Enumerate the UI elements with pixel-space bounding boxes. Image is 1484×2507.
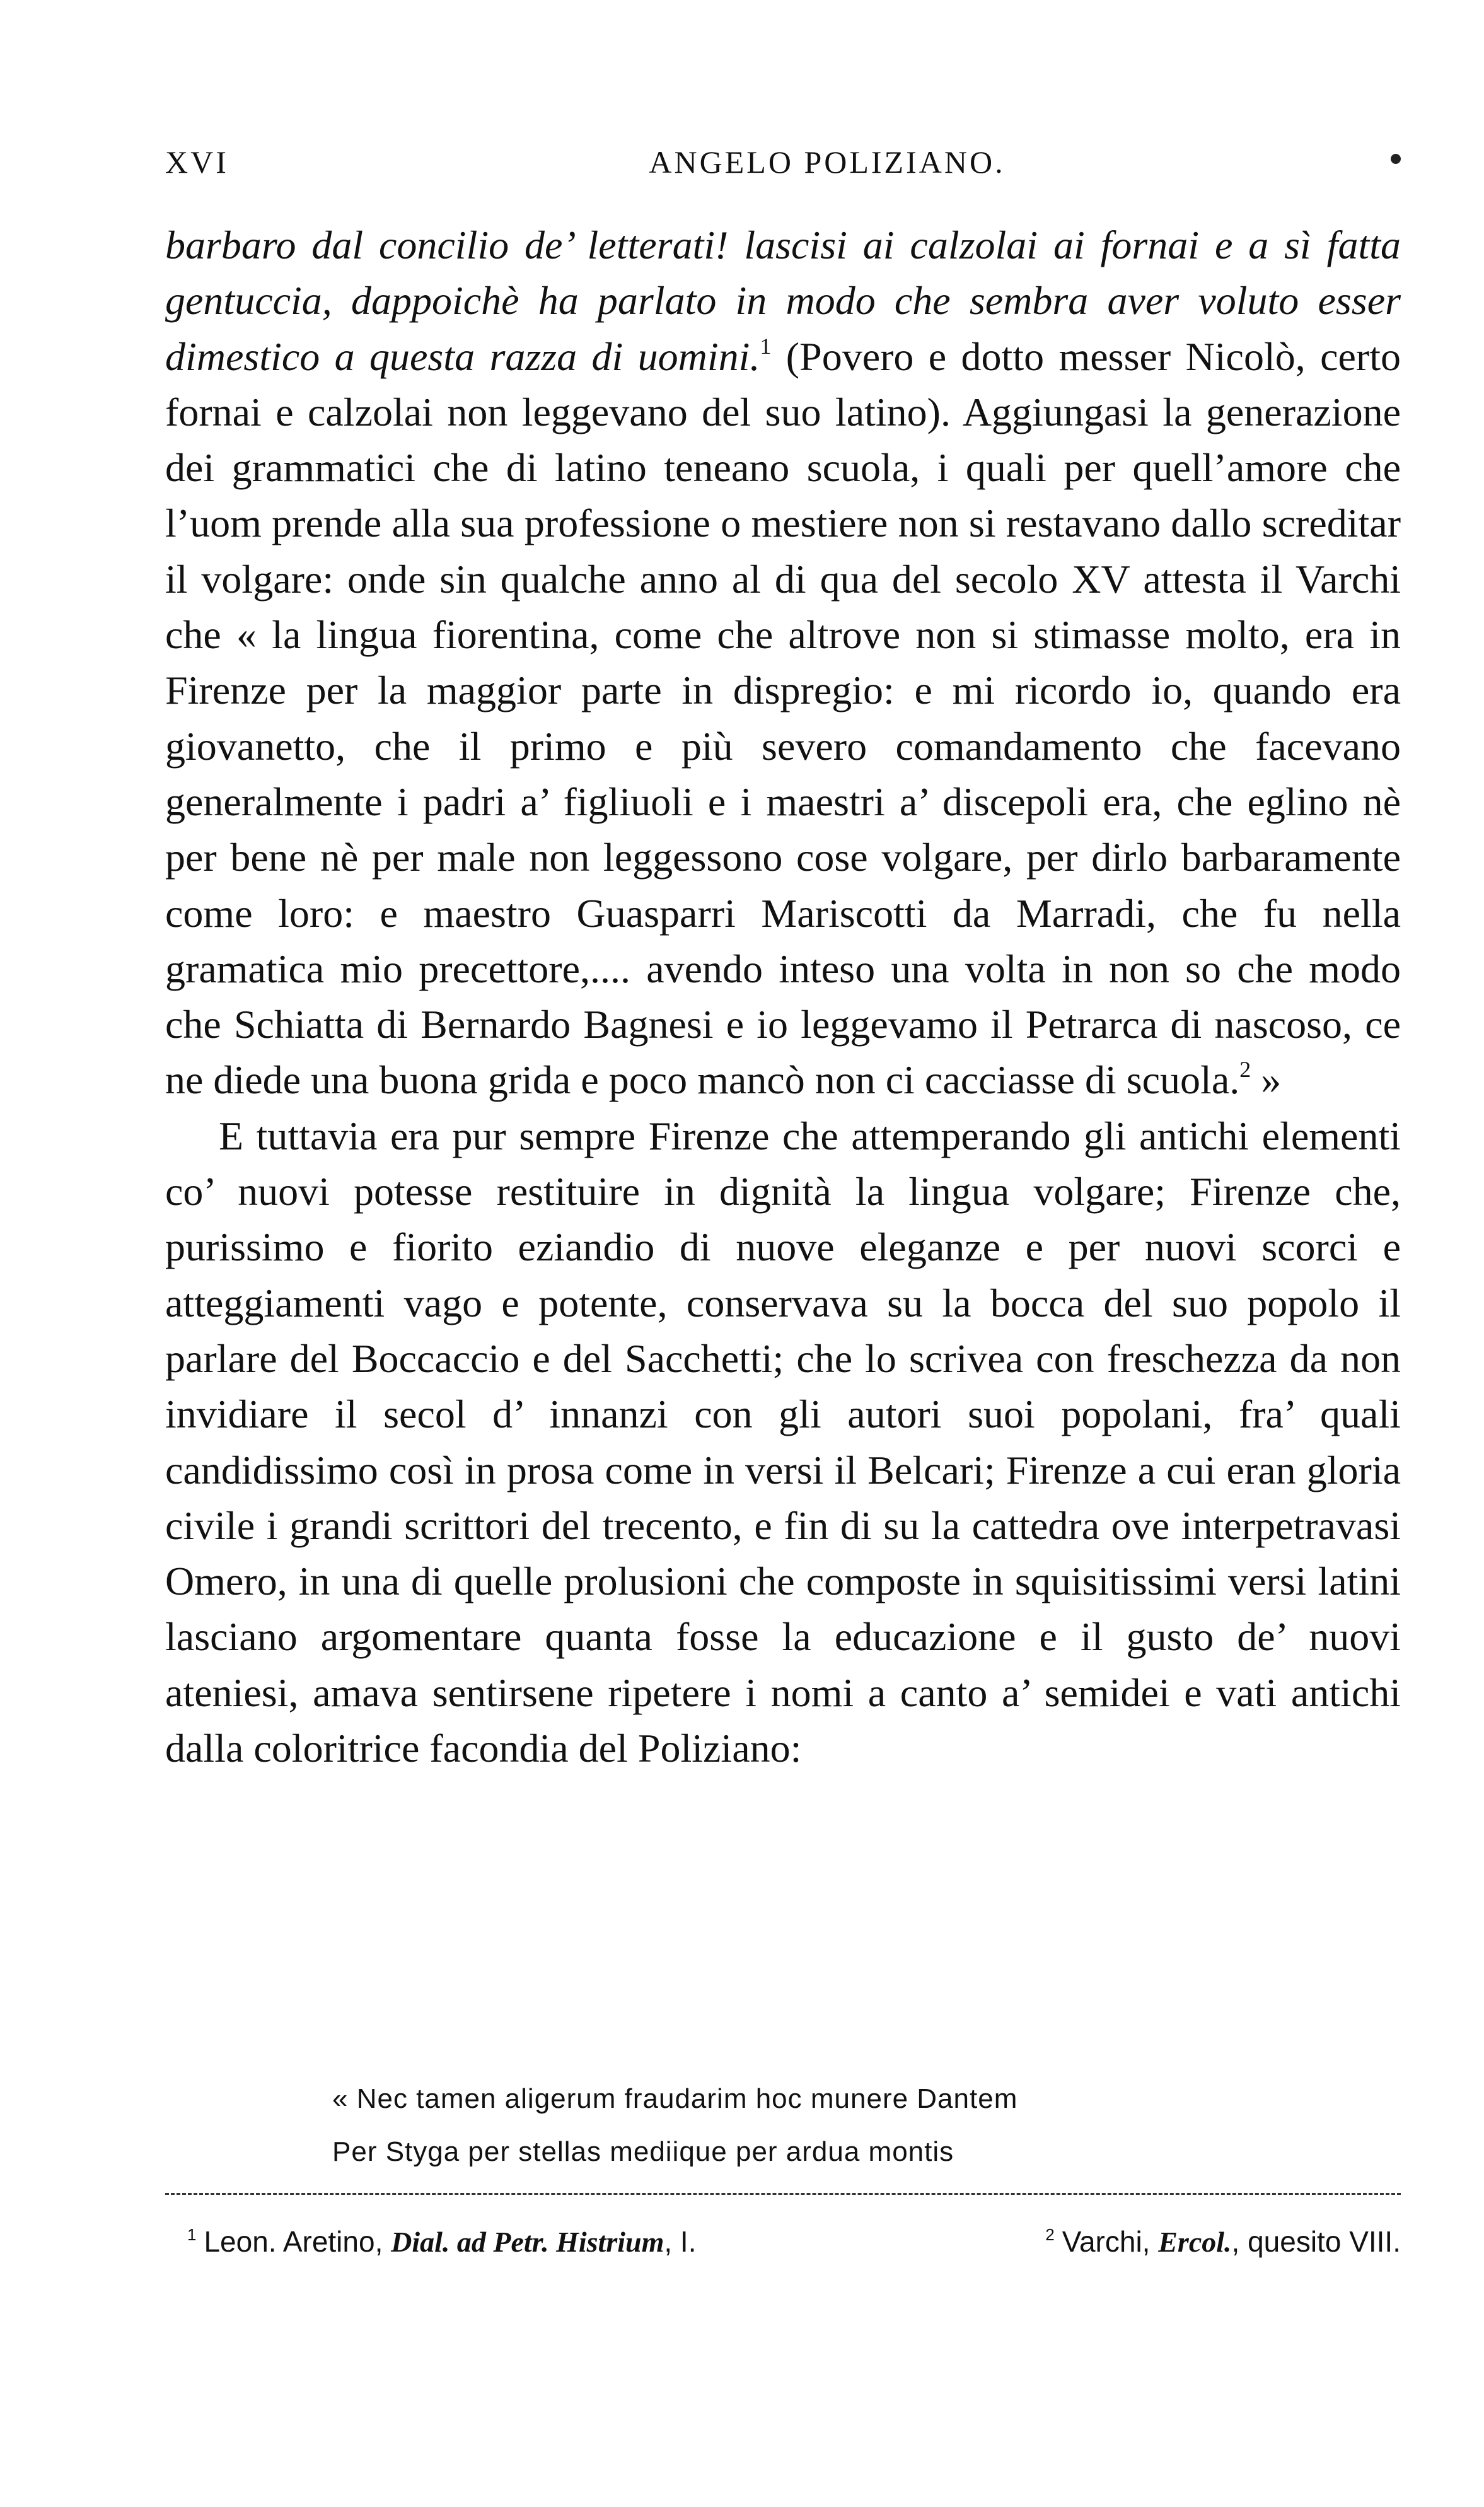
running-head xyxy=(165,144,1401,188)
page-number: XVI xyxy=(165,144,229,180)
footnotes xyxy=(187,2225,1401,2259)
footnote-1 xyxy=(187,2225,697,2258)
footnote-1-work: Dial. ad Petr. Histrium xyxy=(391,2226,664,2258)
footnote-2-work: Ercol. xyxy=(1158,2226,1232,2258)
verse-quotation xyxy=(332,2073,1017,2178)
footnote-2-author: Varchi, xyxy=(1062,2225,1159,2258)
footnote-2-mark: 2 xyxy=(1045,2225,1055,2244)
italic-quotation: barbaro dal concilio de’ letterati! lascisi ai calzolai ai fornai e a sì fatta gentuccia, dappoichè ha parlato in modo che sembra aver voluto esser dimestico a questa razza di uomini. xyxy=(165,223,1401,379)
footnote-ref-1: 1 xyxy=(760,333,772,359)
footnote-2 xyxy=(1045,2225,1401,2259)
paragraph-1 xyxy=(165,218,1401,1108)
paragraph-2: E tuttavia era pur sempre Firenze che attemperando gli antichi elementi co’ nuovi potesse restituire in dignità la lingua volgare; Firenze che, purissimo e fiorito eziandio di nuove eleganze e per nuovi scorci e atteggiamenti vago e potente, conservava su la bocca del suo popolo il parlare del Boccaccio e del Sacchetti; che lo scrivea con freschezza da non invidiare il secol d’ innanzi con gli autori suoi popolani, fra’ quali candidissimo così in prosa come in versi il Belcari; Firenze a cui eran gloria civile i grandi scrittori del trecento, e fin di su la cattedra ove interpetravasi Omero, in una di quelle prolusioni che composte in squisitissimi versi latini lasciano argomentare quanta fosse la educazione e il gusto de’ nuovi ateniesi, amava sentirsene ripetere i nomi a canto a’ semidei e vati antichi dalla coloritrice facondia del Poliziano: xyxy=(165,1113,1401,1771)
ink-dot xyxy=(1391,154,1401,164)
book-page xyxy=(165,0,1401,2507)
footnote-1-mark: 1 xyxy=(187,2225,197,2244)
running-title: ANGELO POLIZIANO. xyxy=(649,144,1006,180)
main-text xyxy=(165,218,1401,1776)
footnote-ref-2: 2 xyxy=(1239,1057,1251,1083)
paragraph-1-text: (Povero e dotto messer Nicolò, certo fornai e calzolai non leggevano del suo latino). Aggiungasi la generazione dei grammatici che di latino teneano scuola, i quali per quell’amore che l’uom prende alla sua professione o mestiere non si restavano dallo screditar il volgare: onde sin qualche anno al di qua del secolo XV attesta il Varchi che « la lingua fiorentina, come che altrove non si stimasse molto, era in Firenze per la maggior parte in dispregio: e mi ricordo io, quando era giovanetto, che il primo e più severo comandamento che facevano generalmente i padri a’ figliuoli e i maestri a’ discepoli era, che eglino nè per bene nè per male non leggessono cose volgare, per dirlo barbaramente come loro: e maestro Guasparri Mariscotti da Marradi, che fu nella gramatica mio precettore,.... avendo inteso una volta in non so che modo che Schiatta di Bernardo Bagnesi e io leggevamo il Petrarca di nascoso, ce ne diede una buona grida e poco mancò non ci cacciasse di scuola. xyxy=(165,334,1401,1103)
footnote-rule xyxy=(165,2193,1401,2195)
verse-line-2: Per Stygа per stellas mediique per ardua montis xyxy=(332,2136,954,2167)
footnote-1-author: Leon. Aretino, xyxy=(204,2225,391,2258)
footnote-2-rest: , quesito VIII. xyxy=(1231,2225,1401,2258)
closing-guillemet: » xyxy=(1251,1057,1282,1103)
footnote-1-rest: , I. xyxy=(664,2225,697,2258)
verse-line-1: « Nec tamen aligerum fraudarim hoc munere Dantem xyxy=(332,2083,1018,2114)
